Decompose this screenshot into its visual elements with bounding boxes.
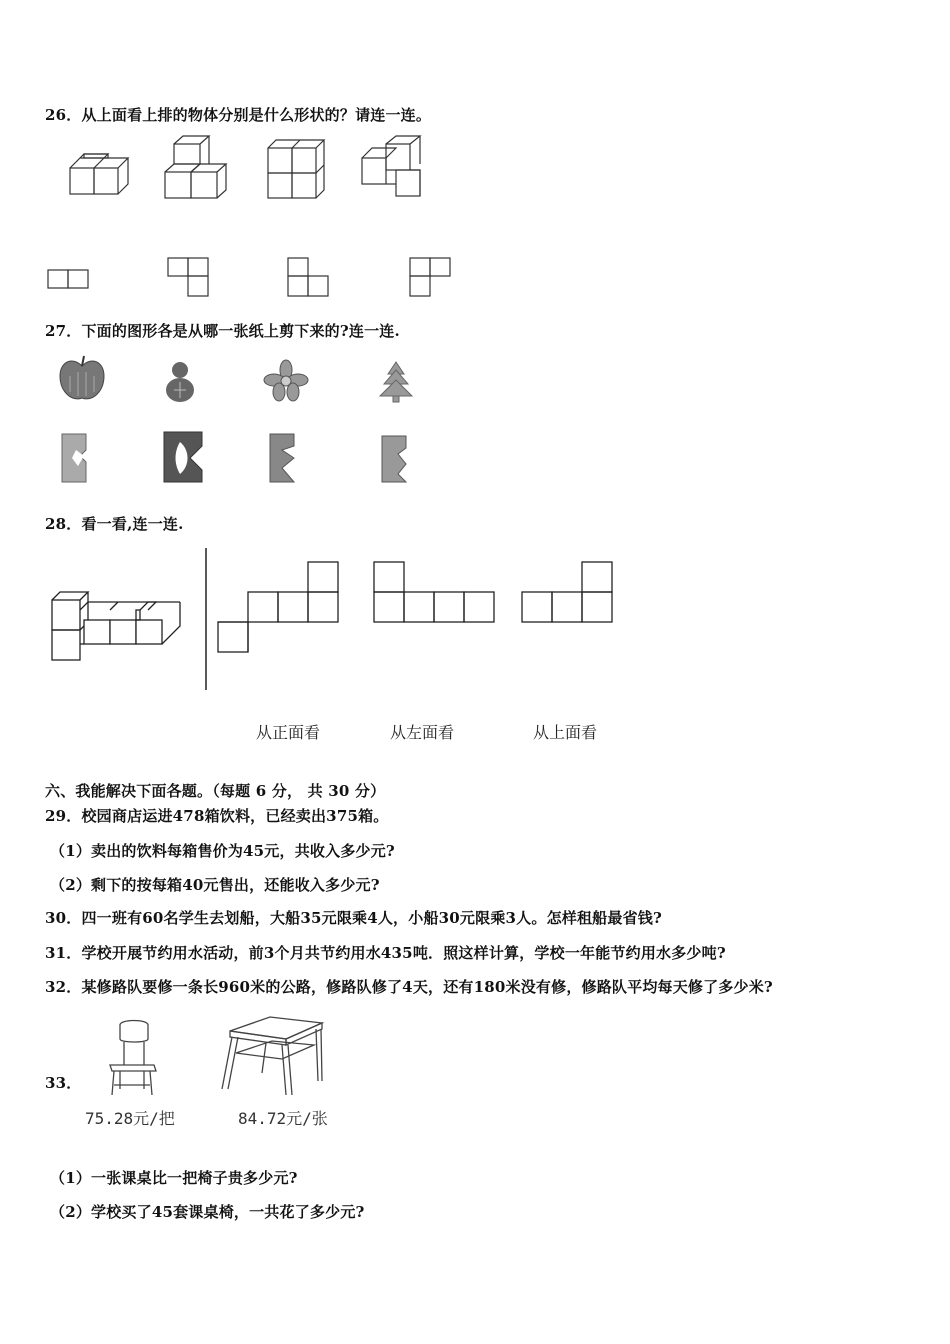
q29-text: 29．校园商店运进478箱饮料，已经卖出375箱。 — [45, 807, 389, 825]
chair-price: 75.28元/把 — [85, 1109, 175, 1128]
q27-figures — [50, 350, 430, 490]
q33-sub2: （2）学校买了45套课桌椅，一共花了多少元? — [50, 1203, 365, 1221]
section6-heading: 六、我能解决下面各题。（每题 6 分， 共 30 分） — [45, 782, 386, 800]
q30-text: 30．四一班有60名学生去划船，大船35元限乘4人，小船30元限乘3人。怎样租船最省钱? — [45, 909, 662, 927]
q27-tree-shape — [380, 362, 412, 402]
q26-text: 26．从上面看上排的物体分别是什么形状的？请连一连。 — [45, 106, 432, 124]
q28-view-b — [374, 562, 494, 622]
q33-number: 33． — [45, 1074, 82, 1092]
q31-text: 31．学校开展节约用水活动，前3个月共节约用水435吨．照这样计算，学校一年能节约用水多少吨? — [45, 944, 726, 962]
q28-caption-front: 从正面看 — [256, 723, 321, 742]
q27-paper-2 — [164, 432, 202, 482]
q28-view-c — [522, 562, 612, 622]
q26-view-3 — [288, 258, 328, 296]
q33-figures — [100, 1015, 340, 1100]
q26-object-2 — [165, 136, 226, 198]
q27-gourd-shape — [166, 362, 194, 402]
q26-view-2 — [168, 258, 208, 296]
q27-flower-shape — [264, 360, 308, 401]
q28-view-a — [218, 562, 338, 652]
q27-paper-1 — [62, 434, 86, 482]
q26-view-1 — [48, 270, 88, 288]
q27-paper-3 — [270, 434, 294, 482]
q28-solid — [52, 592, 180, 660]
q27-paper-4 — [382, 436, 406, 482]
chair-icon — [110, 1021, 156, 1096]
q27-text: 27．下面的图形各是从哪一张纸上剪下来的?连一连. — [45, 322, 400, 340]
q28-figures — [40, 540, 640, 700]
q32-text: 32．某修路队要修一条长960米的公路，修路队修了4天，还有180米没有修，修路队平均每天修了多少米? — [45, 978, 773, 996]
q29-sub2: （2）剩下的按每箱40元售出，还能收入多少元? — [50, 876, 380, 894]
q27-apple-shape — [60, 356, 104, 399]
q26-view-4 — [410, 258, 450, 296]
desk-price: 84.72元/张 — [238, 1109, 328, 1128]
q26-object-4 — [362, 136, 420, 196]
q26-figures — [40, 130, 470, 310]
q33-sub1: （1）一张课桌比一把椅子贵多少元? — [50, 1169, 298, 1187]
q28-text: 28．看一看,连一连. — [45, 515, 184, 533]
q29-sub1: （1）卖出的饮料每箱售价为45元，共收入多少元? — [50, 842, 395, 860]
q28-caption-top: 从上面看 — [533, 723, 598, 742]
q26-object-3 — [268, 140, 324, 198]
q28-caption-left: 从左面看 — [390, 723, 455, 742]
q26-object-1 — [70, 154, 128, 194]
desk-icon — [222, 1017, 322, 1095]
